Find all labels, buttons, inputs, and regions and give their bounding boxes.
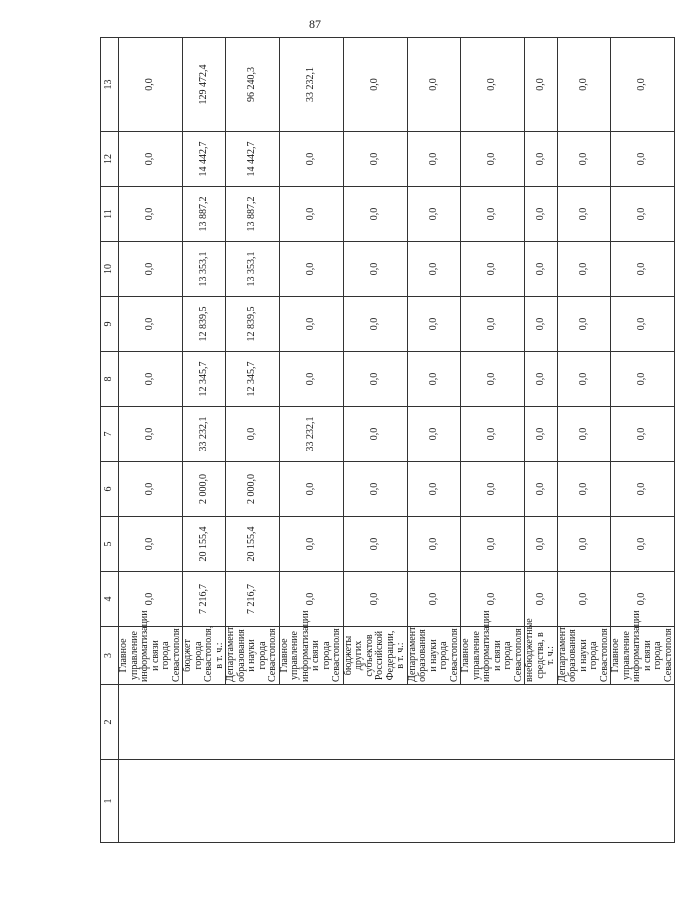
header-cell-4: 4 (101, 572, 119, 627)
value-cell: 0,0 (525, 187, 558, 242)
value-cell: 0,0 (119, 132, 183, 187)
value-cell: 20 155,4 (183, 517, 226, 572)
value-cell: 0,0 (611, 242, 675, 297)
value-cell: 0,0 (119, 352, 183, 407)
value-cell: 0,0 (343, 407, 407, 462)
value-cell: 0,0 (461, 352, 525, 407)
value-cell: 0,0 (343, 132, 407, 187)
value-cell: 0,0 (557, 352, 611, 407)
value-cell: 0,0 (525, 242, 558, 297)
header-cell-1: 1 (101, 760, 119, 843)
rotated-table-frame (100, 38, 674, 843)
header-cell-2: 2 (101, 685, 119, 760)
value-cell: 0,0 (119, 297, 183, 352)
header-row (101, 38, 119, 843)
table-row (119, 38, 183, 843)
value-cell: 0,0 (279, 132, 343, 187)
value-cell: 0,0 (407, 352, 461, 407)
value-cell: 0,0 (525, 517, 558, 572)
value-cell: 0,0 (119, 407, 183, 462)
value-cell: 0,0 (407, 407, 461, 462)
value-cell: 0,0 (461, 242, 525, 297)
budget-table (100, 37, 675, 843)
funding-source-label: Департамент образования и науки города Севастополя (407, 627, 461, 685)
value-cell: 12 839,5 (183, 297, 226, 352)
value-cell: 0,0 (557, 297, 611, 352)
value-cell: 33 232,1 (183, 407, 226, 462)
column-1-cell (119, 760, 675, 843)
funding-source-label: бюджет города Севастополя, в т. ч.: (183, 627, 226, 685)
value-cell: 0,0 (611, 407, 675, 462)
value-cell: 0,0 (407, 38, 461, 132)
value-cell: 0,0 (407, 242, 461, 297)
funding-source-label: бюджеты других субъектов Российской Федерации, в т. ч.: (343, 627, 407, 685)
value-cell: 0,0 (461, 572, 525, 627)
value-cell: 129 472,4 (183, 38, 226, 132)
header-cell-6: 6 (101, 462, 119, 517)
value-cell: 2 000,0 (226, 462, 280, 517)
value-cell: 0,0 (279, 187, 343, 242)
value-cell: 0,0 (343, 572, 407, 627)
funding-source-label: внебюджетные средства, в т. ч.: (525, 627, 558, 685)
value-cell: 0,0 (343, 38, 407, 132)
value-cell: 14 442,7 (226, 132, 280, 187)
value-cell: 0,0 (611, 572, 675, 627)
header-cell-13: 13 (101, 38, 119, 132)
header-cell-10: 10 (101, 242, 119, 297)
value-cell: 0,0 (525, 572, 558, 627)
value-cell: 0,0 (525, 352, 558, 407)
value-cell: 0,0 (611, 297, 675, 352)
value-cell: 0,0 (525, 407, 558, 462)
funding-source-label: Главное управление информатизации и связи города Севастополя (461, 627, 525, 685)
value-cell: 33 232,1 (279, 407, 343, 462)
value-cell: 0,0 (461, 38, 525, 132)
value-cell: 0,0 (343, 352, 407, 407)
value-cell: 0,0 (611, 462, 675, 517)
value-cell: 0,0 (119, 572, 183, 627)
funding-source-label: Департамент образования и науки города Севастополя (226, 627, 280, 685)
value-cell: 0,0 (525, 297, 558, 352)
value-cell: 0,0 (461, 462, 525, 517)
value-cell: 0,0 (407, 517, 461, 572)
value-cell: 13 353,1 (183, 242, 226, 297)
table-rotator (100, 38, 674, 843)
value-cell: 0,0 (557, 38, 611, 132)
value-cell: 0,0 (557, 462, 611, 517)
value-cell: 96 240,3 (226, 38, 280, 132)
value-cell: 0,0 (611, 352, 675, 407)
funding-source-label: Главное управление информатизации и связи города Севастополя (119, 627, 183, 685)
value-cell: 0,0 (525, 462, 558, 517)
value-cell: 0,0 (279, 462, 343, 517)
column-2-cell (119, 685, 675, 760)
value-cell: 20 155,4 (226, 517, 280, 572)
value-cell: 0,0 (226, 407, 280, 462)
value-cell: 12 839,5 (226, 297, 280, 352)
value-cell: 0,0 (611, 187, 675, 242)
value-cell: 12 345,7 (226, 352, 280, 407)
value-cell: 7 216,7 (226, 572, 280, 627)
value-cell: 0,0 (407, 462, 461, 517)
value-cell: 13 887,2 (226, 187, 280, 242)
header-cell-8: 8 (101, 352, 119, 407)
value-cell: 0,0 (279, 517, 343, 572)
value-cell: 33 232,1 (279, 38, 343, 132)
value-cell: 0,0 (279, 242, 343, 297)
value-cell: 0,0 (407, 132, 461, 187)
value-cell: 0,0 (119, 187, 183, 242)
value-cell: 0,0 (611, 132, 675, 187)
funding-source-label: Департамент образования и науки города Севастополя (557, 627, 611, 685)
value-cell: 0,0 (557, 132, 611, 187)
header-cell-12: 12 (101, 132, 119, 187)
value-cell: 0,0 (279, 352, 343, 407)
value-cell: 13 887,2 (183, 187, 226, 242)
header-cell-5: 5 (101, 517, 119, 572)
value-cell: 0,0 (343, 187, 407, 242)
header-cell-11: 11 (101, 187, 119, 242)
value-cell: 0,0 (461, 187, 525, 242)
value-cell: 0,0 (343, 517, 407, 572)
value-cell: 0,0 (343, 297, 407, 352)
value-cell: 0,0 (525, 38, 558, 132)
value-cell: 0,0 (461, 407, 525, 462)
value-cell: 0,0 (119, 517, 183, 572)
value-cell: 7 216,7 (183, 572, 226, 627)
value-cell: 2 000,0 (183, 462, 226, 517)
value-cell: 0,0 (557, 407, 611, 462)
value-cell: 0,0 (343, 462, 407, 517)
value-cell: 0,0 (461, 132, 525, 187)
value-cell: 0,0 (119, 38, 183, 132)
value-cell: 0,0 (525, 132, 558, 187)
value-cell: 13 353,1 (226, 242, 280, 297)
value-cell: 0,0 (119, 242, 183, 297)
value-cell: 0,0 (279, 572, 343, 627)
value-cell: 0,0 (461, 517, 525, 572)
value-cell: 12 345,7 (183, 352, 226, 407)
page-number: 87 (309, 17, 321, 31)
value-cell: 0,0 (407, 572, 461, 627)
value-cell: 0,0 (611, 517, 675, 572)
value-cell: 0,0 (119, 462, 183, 517)
value-cell: 0,0 (407, 187, 461, 242)
value-cell: 14 442,7 (183, 132, 226, 187)
value-cell: 0,0 (461, 297, 525, 352)
header-cell-3: 3 (101, 627, 119, 685)
value-cell: 0,0 (557, 517, 611, 572)
value-cell: 0,0 (279, 297, 343, 352)
value-cell: 0,0 (407, 297, 461, 352)
funding-source-label: Главное управление информатизации и связи города Севастополя (279, 627, 343, 685)
value-cell: 0,0 (557, 242, 611, 297)
header-cell-7: 7 (101, 407, 119, 462)
value-cell: 0,0 (557, 572, 611, 627)
header-cell-9: 9 (101, 297, 119, 352)
value-cell: 0,0 (557, 187, 611, 242)
value-cell: 0,0 (611, 38, 675, 132)
value-cell: 0,0 (343, 242, 407, 297)
funding-source-label: Главное управление информатизации и связи города Севастополя (611, 627, 675, 685)
